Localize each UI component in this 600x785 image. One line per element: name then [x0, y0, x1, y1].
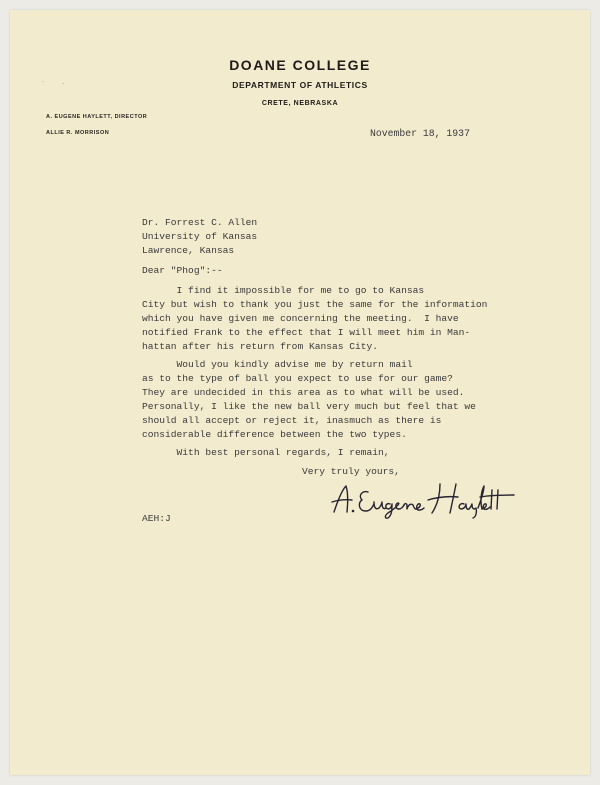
- signature: [328, 480, 518, 520]
- body-line: Would you kindly advise me by return mail: [142, 359, 413, 370]
- body-line: I find it impossible for me to go to Kansas: [142, 285, 425, 296]
- paper-mark: ·: [42, 78, 45, 86]
- body-line: notified Frank to the effect that I will meet him in Man-: [142, 327, 471, 338]
- body-line: Personally, I like the new ball very much but feel that we: [142, 401, 476, 412]
- letter-page: [10, 10, 590, 775]
- letterhead-department: DEPARTMENT OF ATHLETICS: [232, 80, 368, 90]
- recipient-institution: University of Kansas: [142, 231, 258, 242]
- letter-date: November 18, 1937: [370, 128, 470, 139]
- body-line: With best personal regards, I remain,: [142, 447, 390, 458]
- body-line: which you have given me concerning the meeting. I have: [142, 313, 459, 324]
- body-line: hattan after his return from Kansas City.: [142, 341, 379, 352]
- paper-mark: ·: [62, 80, 65, 88]
- salutation: Dear "Phog":--: [142, 265, 223, 276]
- typist-initials: AEH:J: [142, 513, 171, 524]
- body-line: as to the type of ball you expect to use for our game?: [142, 373, 453, 384]
- body-line: considerable difference between the two types.: [142, 429, 407, 440]
- letterhead-college: DOANE COLLEGE: [229, 57, 371, 73]
- letterhead-director: A. EUGENE HAYLETT, DIRECTOR: [46, 114, 148, 120]
- body-line: should all accept or reject it, inasmuch as there is: [142, 415, 442, 426]
- closing: Very truly yours,: [302, 466, 400, 477]
- body-line: They are undecided in this area as to what will be used.: [142, 387, 465, 398]
- recipient-name: Dr. Forrest C. Allen: [142, 217, 258, 228]
- letterhead-location: CRETE, NEBRASKA: [261, 100, 339, 107]
- body-line: City but wish to thank you just the same for the information: [142, 299, 488, 310]
- letterhead-staff: ALLIE R. MORRISON: [46, 130, 110, 136]
- recipient-city: Lawrence, Kansas: [142, 245, 235, 256]
